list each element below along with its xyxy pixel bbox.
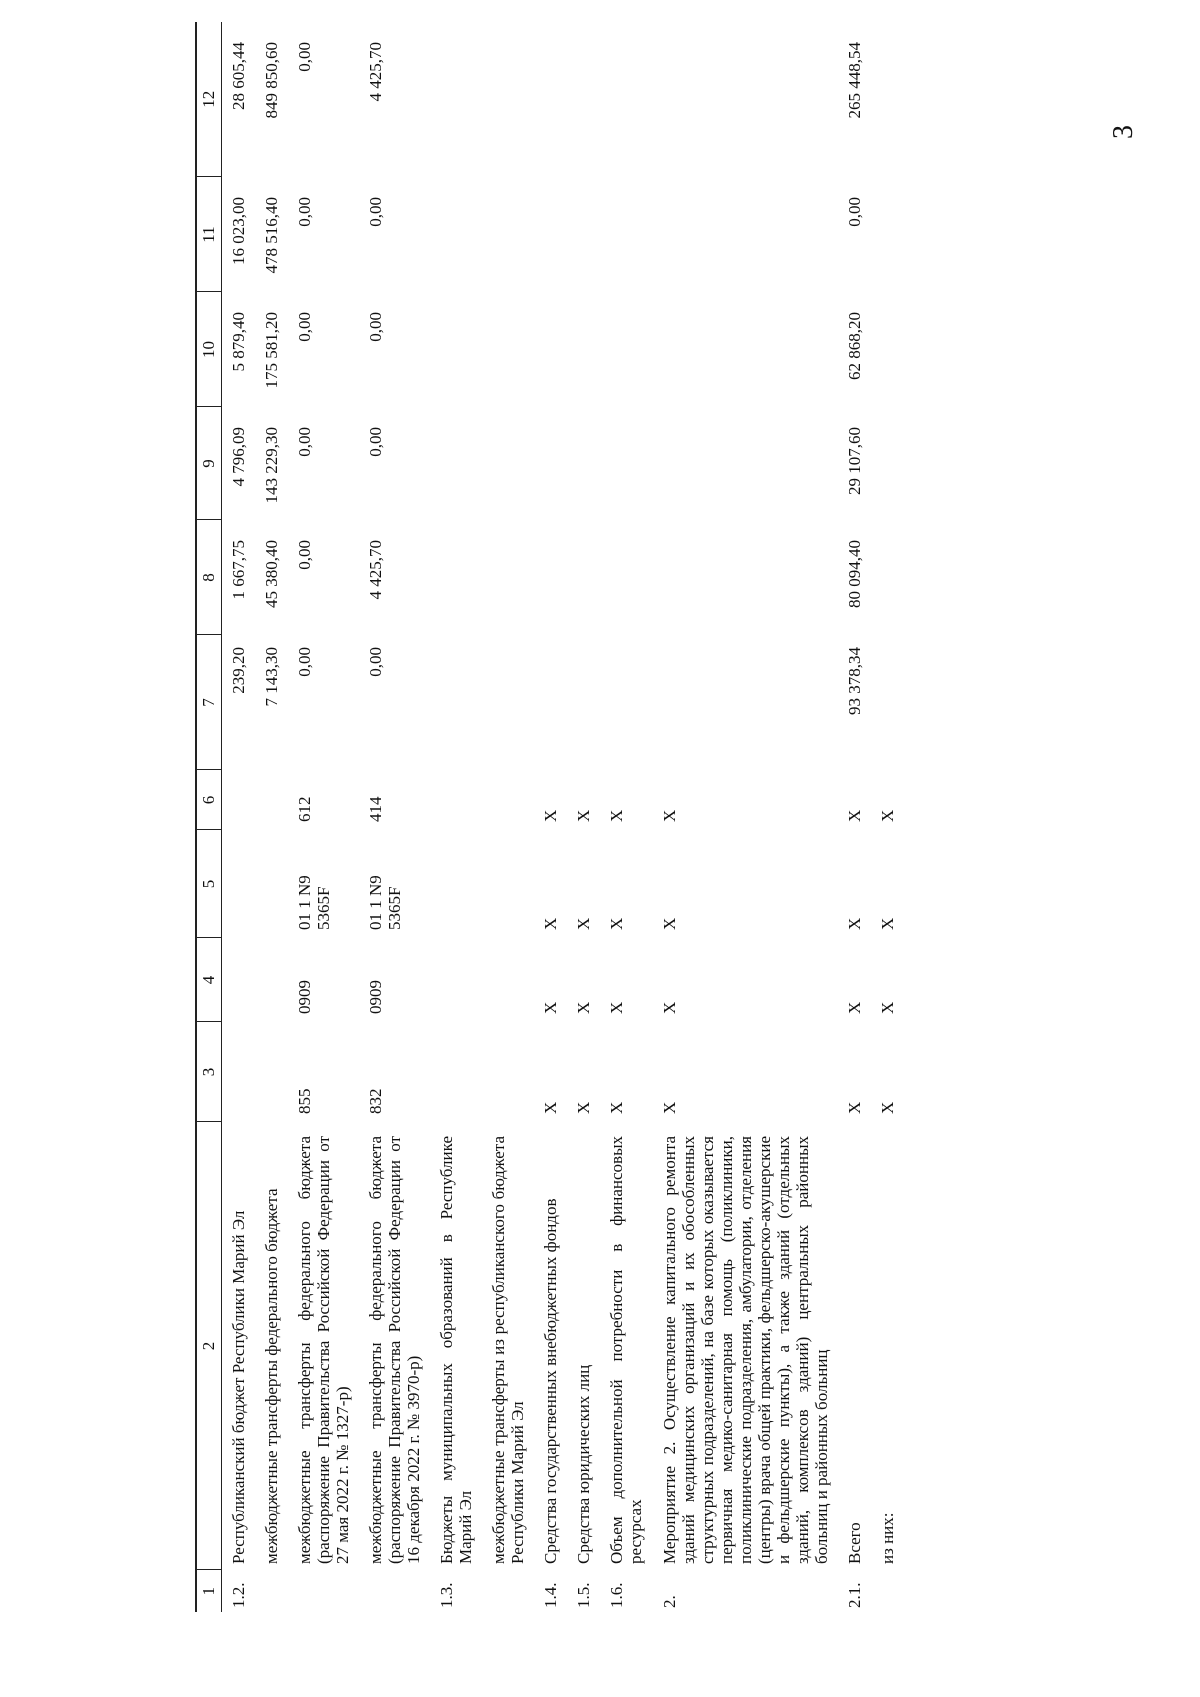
cell-col-12: 0,00 bbox=[295, 42, 315, 72]
cell-col-11 bbox=[600, 177, 652, 292]
cell-col-4: X bbox=[877, 1001, 897, 1014]
cell-col-10 bbox=[871, 292, 904, 407]
cell-col-6 bbox=[222, 770, 256, 830]
cell-col-12: 4 425,70 bbox=[366, 42, 386, 102]
cell-col-6: X bbox=[659, 809, 679, 822]
cell-col-6 bbox=[430, 770, 482, 830]
cell-col-8 bbox=[600, 520, 652, 635]
cell-col-5: X bbox=[877, 917, 897, 930]
cell-col-2: Бюджеты муниципальных образований в Республике Марий Эл bbox=[437, 1136, 476, 1564]
cell-col-4: X bbox=[659, 1001, 679, 1014]
cell-col-9 bbox=[871, 407, 904, 520]
column-header-11: 11 bbox=[196, 177, 222, 292]
cell-col-2: из них: bbox=[877, 1512, 897, 1564]
cell-col-8 bbox=[567, 520, 600, 635]
cell-col-12: 849 850,60 bbox=[262, 42, 282, 119]
column-header-5: 5 bbox=[196, 830, 222, 938]
cell-col-10 bbox=[567, 292, 600, 407]
cell-col-10: 0,00 bbox=[295, 312, 315, 342]
cell-col-3: X bbox=[844, 1101, 864, 1114]
table-row bbox=[534, 22, 567, 1612]
cell-col-4: 0909 bbox=[366, 980, 386, 1014]
cell-col-12 bbox=[534, 22, 567, 177]
table-row bbox=[288, 22, 359, 1612]
table-row bbox=[255, 22, 288, 1612]
column-header-6: 6 bbox=[196, 770, 222, 830]
cell-col-12 bbox=[567, 22, 600, 177]
cell-col-7: 0,00 bbox=[295, 647, 315, 677]
cell-col-7 bbox=[653, 635, 838, 770]
cell-col-7: 0,00 bbox=[366, 647, 386, 677]
column-header-8: 8 bbox=[196, 520, 222, 635]
cell-col-9: 0,00 bbox=[366, 427, 386, 457]
cell-col-10: 0,00 bbox=[366, 312, 386, 342]
cell-col-7: 93 378,34 bbox=[844, 647, 864, 715]
cell-col-7 bbox=[430, 635, 482, 770]
cell-col-9 bbox=[534, 407, 567, 520]
cell-col-1: 1.2. bbox=[229, 1582, 248, 1608]
cell-col-7 bbox=[600, 635, 652, 770]
cell-col-3: 855 bbox=[295, 1088, 315, 1114]
cell-col-12 bbox=[653, 22, 838, 177]
cell-col-2: Мероприятие 2. Осуществление капитального ремонта зданий медицинских организаций и их обособленных структурных подразделений, на базе которых оказывается первичная медико-санитарная помощь (поликлиники, поликлинические подразделения, амбулатории, отделения (центры) врача общей практики, фельдшерско-акушерские и фельдшерские пункты), а также зданий (отдельных зданий, комплексов зданий) центральных районных больниц и районных больниц bbox=[659, 1136, 831, 1564]
cell-col-3: X bbox=[877, 1101, 897, 1114]
cell-col-3: X bbox=[541, 1101, 561, 1114]
cell-col-11: 16 023,00 bbox=[229, 197, 248, 265]
cell-col-3: X bbox=[607, 1101, 627, 1114]
cell-col-6 bbox=[482, 770, 534, 830]
cell-col-5: X bbox=[659, 917, 679, 930]
table-row bbox=[222, 22, 256, 1612]
cell-col-1: 1.6. bbox=[607, 1582, 627, 1608]
cell-col-8 bbox=[653, 520, 838, 635]
cell-col-10: 175 581,20 bbox=[262, 312, 282, 389]
cell-col-1 bbox=[288, 1570, 359, 1612]
cell-col-1: 2. bbox=[659, 1595, 679, 1608]
cell-col-11 bbox=[430, 177, 482, 292]
cell-col-1: 1.5. bbox=[574, 1582, 594, 1608]
cell-col-8 bbox=[534, 520, 567, 635]
column-header-4: 4 bbox=[196, 938, 222, 1022]
cell-col-12 bbox=[482, 22, 534, 177]
cell-col-1 bbox=[871, 1570, 904, 1612]
column-header-7: 7 bbox=[196, 635, 222, 770]
cell-col-7: 7 143,30 bbox=[262, 647, 282, 707]
cell-col-4 bbox=[482, 938, 534, 1022]
cell-col-2: межбюджетные трансферты федерального бюджета bbox=[262, 1188, 282, 1564]
column-header-10: 10 bbox=[196, 292, 222, 407]
cell-col-6: X bbox=[607, 809, 627, 822]
cell-col-1: 2.1. bbox=[844, 1582, 864, 1608]
table-row bbox=[600, 22, 652, 1612]
cell-col-4: X bbox=[541, 1001, 561, 1014]
cell-col-1: 1.3. bbox=[437, 1582, 457, 1608]
cell-col-9 bbox=[482, 407, 534, 520]
cell-col-9: 29 107,60 bbox=[844, 427, 864, 495]
table-row bbox=[567, 22, 600, 1612]
cell-col-8: 1 667,75 bbox=[229, 540, 248, 600]
column-header-12: 12 bbox=[196, 22, 222, 177]
column-header-1: 1 bbox=[196, 1570, 222, 1612]
cell-col-2: Всего bbox=[844, 1522, 864, 1564]
cell-col-4 bbox=[222, 938, 256, 1022]
cell-col-4: X bbox=[574, 1001, 594, 1014]
cell-col-11: 0,00 bbox=[844, 197, 864, 227]
cell-col-2: Объем дополнительной потребности в финансовых ресурсах bbox=[607, 1136, 646, 1564]
table-row bbox=[653, 22, 838, 1612]
cell-col-5: X bbox=[844, 917, 864, 930]
cell-col-10 bbox=[600, 292, 652, 407]
cell-col-11 bbox=[534, 177, 567, 292]
cell-col-6: X bbox=[541, 809, 561, 822]
cell-col-6: X bbox=[574, 809, 594, 822]
cell-col-11: 0,00 bbox=[366, 197, 386, 227]
cell-col-11 bbox=[653, 177, 838, 292]
cell-col-5: X bbox=[541, 917, 561, 930]
cell-col-8: 4 425,70 bbox=[366, 540, 386, 600]
table-row bbox=[430, 22, 482, 1612]
cell-col-10 bbox=[430, 292, 482, 407]
cell-col-9 bbox=[430, 407, 482, 520]
cell-col-11 bbox=[567, 177, 600, 292]
cell-col-1 bbox=[482, 1570, 534, 1612]
cell-col-5: X bbox=[574, 917, 594, 930]
cell-col-6: 414 bbox=[366, 796, 386, 822]
cell-col-4 bbox=[430, 938, 482, 1022]
table-row bbox=[359, 22, 430, 1612]
cell-col-12 bbox=[871, 22, 904, 177]
cell-col-9: 143 229,30 bbox=[262, 427, 282, 504]
cell-col-4: X bbox=[607, 1001, 627, 1014]
cell-col-3 bbox=[222, 1022, 256, 1122]
header-row bbox=[196, 22, 222, 1612]
cell-col-3 bbox=[430, 1022, 482, 1122]
cell-col-12 bbox=[430, 22, 482, 177]
column-header-3: 3 bbox=[196, 1022, 222, 1122]
page-number: 3 bbox=[1108, 125, 1139, 139]
column-header-9: 9 bbox=[196, 407, 222, 520]
cell-col-10 bbox=[534, 292, 567, 407]
cell-col-10: 5 879,40 bbox=[229, 312, 248, 372]
cell-col-3 bbox=[255, 1022, 288, 1122]
cell-col-3: 832 bbox=[366, 1088, 386, 1114]
table-row bbox=[838, 22, 871, 1612]
cell-col-5 bbox=[222, 830, 256, 938]
budget-table bbox=[195, 22, 904, 1612]
cell-col-7 bbox=[567, 635, 600, 770]
cell-col-8 bbox=[871, 520, 904, 635]
cell-col-2: Республиканский бюджет Республики Марий Эл bbox=[229, 1210, 248, 1564]
cell-col-6: X bbox=[877, 809, 897, 822]
cell-col-4: X bbox=[844, 1001, 864, 1014]
cell-col-9 bbox=[567, 407, 600, 520]
cell-col-10: 62 868,20 bbox=[844, 312, 864, 380]
cell-col-3: X bbox=[574, 1101, 594, 1114]
cell-col-10 bbox=[653, 292, 838, 407]
cell-col-10 bbox=[482, 292, 534, 407]
cell-col-5 bbox=[255, 830, 288, 938]
column-header-2: 2 bbox=[196, 1122, 222, 1570]
cell-col-8: 0,00 bbox=[295, 540, 315, 570]
cell-col-4 bbox=[255, 938, 288, 1022]
cell-col-11: 0,00 bbox=[295, 197, 315, 227]
cell-col-2: межбюджетные трансферты из республиканского бюджета Республики Марий Эл bbox=[489, 1136, 528, 1564]
cell-col-7 bbox=[482, 635, 534, 770]
cell-col-6: 612 bbox=[295, 796, 315, 822]
cell-col-9 bbox=[600, 407, 652, 520]
cell-col-2: Средства государственных внебюджетных фондов bbox=[541, 1198, 561, 1564]
cell-col-1 bbox=[359, 1570, 430, 1612]
cell-col-12: 265 448,54 bbox=[844, 42, 864, 119]
cell-col-5 bbox=[430, 830, 482, 938]
cell-col-11 bbox=[871, 177, 904, 292]
cell-col-5: 01 1 N9 5365F bbox=[366, 875, 405, 930]
cell-col-2: межбюджетные трансферты федерального бюджета (распоряжение Правительства Российской Федерации от 16 декабря 2022 г. № 3970-р) bbox=[366, 1136, 424, 1564]
cell-col-12 bbox=[600, 22, 652, 177]
cell-col-1 bbox=[255, 1570, 288, 1612]
cell-col-2: Средства юридических лиц bbox=[574, 1364, 594, 1564]
cell-col-7: 239,20 bbox=[229, 647, 248, 694]
cell-col-9 bbox=[653, 407, 838, 520]
cell-col-8 bbox=[482, 520, 534, 635]
cell-col-5 bbox=[482, 830, 534, 938]
cell-col-1: 1.4. bbox=[541, 1582, 561, 1608]
cell-col-7 bbox=[534, 635, 567, 770]
table-row bbox=[482, 22, 534, 1612]
cell-col-3 bbox=[482, 1022, 534, 1122]
cell-col-11: 478 516,40 bbox=[262, 197, 282, 274]
cell-col-2: межбюджетные трансферты федерального бюджета (распоряжение Правительства Российской Федерации от 27 мая 2022 г. № 1327-р) bbox=[295, 1136, 353, 1564]
cell-col-4: 0909 bbox=[295, 980, 315, 1014]
cell-col-11 bbox=[482, 177, 534, 292]
cell-col-8: 45 380,40 bbox=[262, 540, 282, 608]
cell-col-12: 28 605,44 bbox=[229, 42, 248, 110]
table-body bbox=[222, 22, 904, 1612]
cell-col-7 bbox=[871, 635, 904, 770]
cell-col-6: X bbox=[844, 809, 864, 822]
cell-col-8: 80 094,40 bbox=[844, 540, 864, 608]
cell-col-6 bbox=[255, 770, 288, 830]
cell-col-3: X bbox=[659, 1101, 679, 1114]
cell-col-8 bbox=[430, 520, 482, 635]
table-row bbox=[871, 22, 904, 1612]
cell-col-5: X bbox=[607, 917, 627, 930]
cell-col-5: 01 1 N9 5365F bbox=[295, 875, 334, 930]
cell-col-9: 0,00 bbox=[295, 427, 315, 457]
cell-col-9: 4 796,09 bbox=[229, 427, 248, 487]
